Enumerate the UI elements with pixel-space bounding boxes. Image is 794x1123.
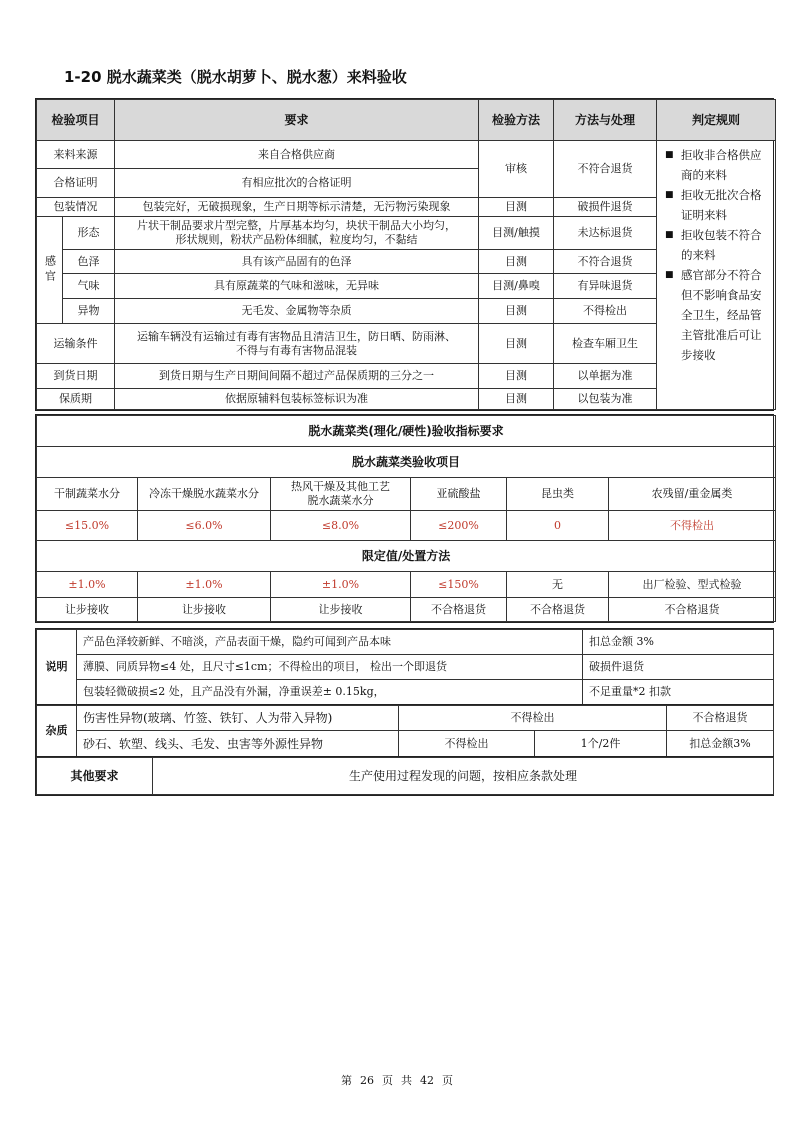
item-color: 色泽: [63, 250, 115, 274]
indicator-header-line1: 热风干燥及其他工艺: [291, 480, 390, 493]
notes-table: [35, 628, 774, 706]
req-transport-line2: 不得与有毒有害物品混装: [236, 343, 358, 357]
req-foreign: 无毛发、金属物等杂质: [115, 299, 479, 324]
other-table: [35, 756, 774, 796]
acceptance-items-title: 脱水蔬菜类验收项目: [37, 447, 776, 478]
judgement-rules: [657, 141, 776, 410]
handling-shelf: 以包装为准: [554, 389, 657, 410]
req-shelf: 依据原辅料包装标签标识为准: [115, 389, 479, 410]
action-value: 不合格退货: [411, 598, 507, 622]
page-total: 42: [420, 1074, 434, 1087]
indicator-value: ≤200%: [411, 511, 507, 541]
req-arrival: 到货日期与生产日期间间隔不超过产品保质期的三分之一: [115, 364, 479, 389]
rule-item: ■ 拒收非合格供应商的来料: [665, 145, 769, 185]
indicator-value: ≤6.0%: [138, 511, 271, 541]
indicator-value: ≤15.0%: [37, 511, 138, 541]
limit-value: 出厂检验、型式检验: [609, 572, 776, 598]
header-method: 检验方法: [479, 100, 554, 141]
header-rules: 判定规则: [657, 100, 776, 141]
indicator-value: 不得检出: [609, 511, 776, 541]
item-smell: 气味: [63, 274, 115, 299]
impurity-external-action: 扣总金额3%: [667, 731, 774, 757]
req-source: 来自合格供应商: [115, 141, 479, 169]
page-footer: [0, 1072, 794, 1088]
item-arrival: 到货日期: [37, 364, 115, 389]
handling-foreign: 不得检出: [554, 299, 657, 324]
page-title: 1-20 脱水蔬菜类（脱水胡萝卜、脱水葱）来料验收: [64, 68, 407, 86]
rule-item: ■ 拒收包装不符合的来料: [665, 225, 769, 265]
physchem-title: 脱水蔬菜类(理化/硬性)验收指标要求: [37, 416, 776, 447]
indicator-header-line2: 脱水蔬菜水分: [307, 494, 374, 507]
note-text: 产品色泽较新鲜、不暗淡，产品表面干燥，隐约可闻到产品本味: [77, 630, 583, 655]
note-text: 薄膜、同质异物≤4 处，且尺寸≤1cm；不得检出的项目， 检出一个即退货: [77, 655, 583, 680]
handling-transport: 检查车厢卫生: [554, 324, 657, 364]
indicator-header: 农残留/重金属类: [609, 478, 776, 511]
footer-text: 页: [382, 1074, 393, 1087]
action-value: 让步接收: [138, 598, 271, 622]
handling-shape: 未达标退货: [554, 217, 657, 250]
impurity-external-text: 砂石、软塑、线头、毛发、虫害等外源性异物: [77, 731, 399, 757]
action-value: 不合格退货: [609, 598, 776, 622]
method-packing: 目测: [479, 198, 554, 217]
other-label: 其他要求: [37, 758, 153, 795]
limits-title: 限定值/处置方法: [37, 541, 776, 572]
header-item: 检验项目: [37, 100, 115, 141]
impurities-table: [35, 704, 774, 758]
action-value: 不合格退货: [507, 598, 609, 622]
item-cert: 合格证明: [37, 169, 115, 198]
rule-item: ■ 感官部分不符合但不影响食品安全卫生，经品管主管批准后可让步接收: [665, 265, 769, 365]
sensory-label: 感官: [37, 217, 63, 324]
footer-text: 页: [442, 1074, 453, 1087]
footer-text: 共: [401, 1074, 412, 1087]
item-shape: 形态: [63, 217, 115, 250]
req-shape-line2: 形状规则，粉状产品粉体细腻，粒度均匀，不黏结: [175, 233, 418, 246]
handling-review: 不符合退货: [554, 141, 657, 198]
req-shape-line1: 片状干制品要求片型完整，片厚基本均匀，块状干制品大小均匀，: [137, 219, 457, 232]
inspection-table: [35, 98, 774, 411]
header-handling: 方法与处理: [554, 100, 657, 141]
handling-smell: 有异味退货: [554, 274, 657, 299]
limit-value: ±1.0%: [37, 572, 138, 598]
handling-arrival: 以单据为准: [554, 364, 657, 389]
action-value: 让步接收: [271, 598, 411, 622]
indicator-value: 0: [507, 511, 609, 541]
handling-packing: 破损件退货: [554, 198, 657, 217]
impurities-label: 杂质: [37, 706, 77, 757]
note-result: 扣总金额 3%: [583, 630, 774, 655]
notes-label: 说明: [37, 630, 77, 705]
limit-value: 无: [507, 572, 609, 598]
req-color: 具有该产品固有的色泽: [115, 250, 479, 274]
impurity-harmful-text: 伤害性异物(玻璃、竹签、铁钉、人为带入异物): [77, 706, 399, 731]
impurity-harmful-limit: 不得检出: [399, 706, 667, 731]
indicator-header: 干制蔬菜水分: [37, 478, 138, 511]
note-result: 破损件退货: [583, 655, 774, 680]
page-number: 26: [360, 1074, 374, 1087]
method-transport: 目测: [479, 324, 554, 364]
item-shelf: 保质期: [37, 389, 115, 410]
method-review: 审核: [479, 141, 554, 198]
req-transport-line1: 运输车辆没有运输过有毒有害物品且清洁卫生，防日晒、防雨淋、: [137, 329, 457, 343]
note-text: 包装轻微破损≤2 处，且产品没有外漏，净重误差± 0.15kg，: [77, 680, 583, 705]
other-text: 生产使用过程发现的问题，按相应条款处理: [153, 758, 774, 795]
indicator-header: 亚硫酸盐: [411, 478, 507, 511]
req-shape: [115, 217, 479, 250]
method-arrival: 目测: [479, 364, 554, 389]
method-foreign: 目测: [479, 299, 554, 324]
item-transport: 运输条件: [37, 324, 115, 364]
rule-item: ■ 拒收无批次合格证明来料: [665, 185, 769, 225]
method-shelf: 目测: [479, 389, 554, 410]
indicator-header: 昆虫类: [507, 478, 609, 511]
impurity-harmful-action: 不合格退货: [667, 706, 774, 731]
indicator-header: [271, 478, 411, 511]
limit-value: ±1.0%: [138, 572, 271, 598]
handling-color: 不符合退货: [554, 250, 657, 274]
indicator-value: ≤8.0%: [271, 511, 411, 541]
indicator-table: [35, 414, 774, 623]
method-color: 目测: [479, 250, 554, 274]
req-smell: 具有原蔬菜的气味和滋味，无异味: [115, 274, 479, 299]
header-requirement: 要求: [115, 100, 479, 141]
item-packing: 包装情况: [37, 198, 115, 217]
note-result: 不足重量*2 扣款: [583, 680, 774, 705]
indicator-header: 冷冻干燥脱水蔬菜水分: [138, 478, 271, 511]
limit-value: ≤150%: [411, 572, 507, 598]
action-value: 让步接收: [37, 598, 138, 622]
limit-value: ±1.0%: [271, 572, 411, 598]
impurity-external-limit2: 1个/2件: [535, 731, 667, 757]
item-foreign: 异物: [63, 299, 115, 324]
method-smell: 目测/鼻嗅: [479, 274, 554, 299]
footer-text: 第: [341, 1074, 352, 1087]
impurity-external-limit: 不得检出: [399, 731, 535, 757]
req-transport: [115, 324, 479, 364]
req-packing: 包装完好，无破损现象，生产日期等标示清楚，无污物污染现象: [115, 198, 479, 217]
item-source: 来料来源: [37, 141, 115, 169]
req-cert: 有相应批次的合格证明: [115, 169, 479, 198]
method-shape: 目测/触摸: [479, 217, 554, 250]
